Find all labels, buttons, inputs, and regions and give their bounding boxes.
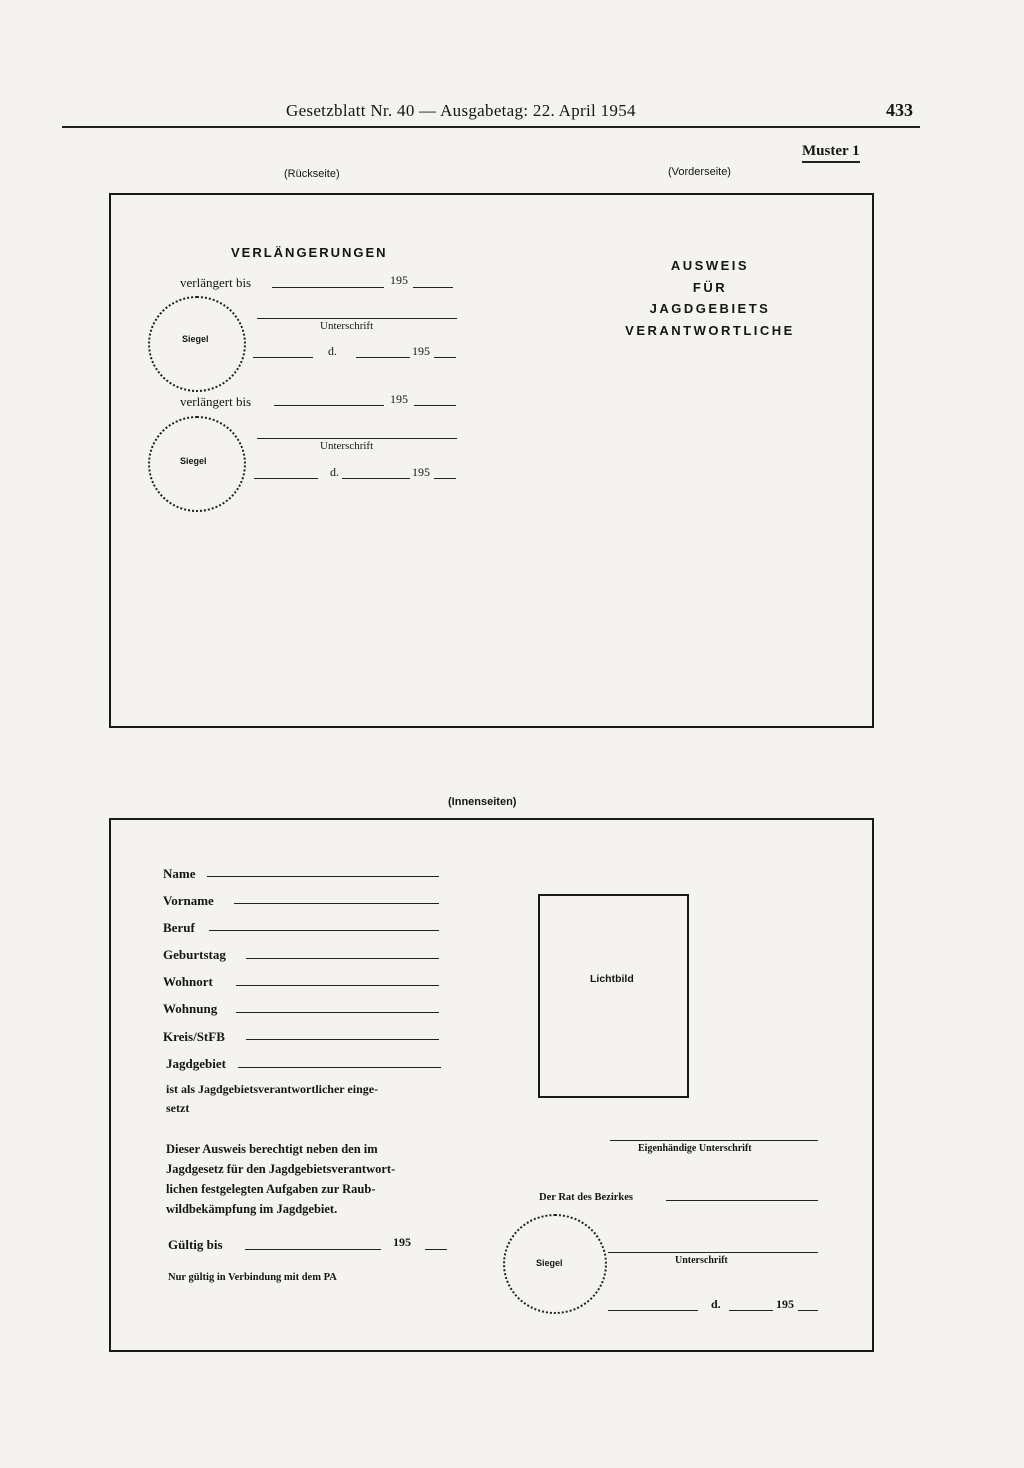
photo-box (538, 894, 689, 1098)
date-year-label: 195 (412, 465, 430, 479)
own-signature-line[interactable] (610, 1140, 818, 1141)
extended-until-line[interactable] (274, 405, 384, 406)
signature-line[interactable] (608, 1252, 818, 1253)
signature-label: Unterschrift (675, 1255, 728, 1266)
place-line[interactable] (608, 1310, 698, 1311)
field-label-name: Name (163, 866, 196, 881)
date-line[interactable] (356, 357, 410, 358)
field-line-wohnort[interactable] (236, 985, 439, 986)
appointment-text-line2: setzt (166, 1101, 190, 1115)
date-year-label: 195 (412, 344, 430, 358)
extended-year-line[interactable] (414, 405, 456, 406)
pa-validity-note: Nur gültig in Verbindung mit dem PA (168, 1272, 337, 1283)
appointment-text-line1: ist als Jagdgebietsverantwortlicher einge- (166, 1082, 379, 1096)
extended-year-prefix: 195 (390, 273, 408, 287)
seal-label: Siegel (180, 456, 207, 466)
field-label-wohnort: Wohnort (163, 974, 213, 989)
date-year-line[interactable] (434, 357, 456, 358)
extended-until-line[interactable] (272, 287, 384, 288)
header-rule (62, 126, 920, 128)
running-title: Gesetzblatt Nr. 40 — Ausgabetag: 22. April 1954 (286, 101, 636, 120)
council-label: Der Rat des Bezirkes (539, 1192, 633, 1203)
photo-label: Lichtbild (590, 973, 634, 985)
valid-until-label: Gültig bis (168, 1237, 223, 1252)
field-label-kreis: Kreis/StFB (163, 1029, 225, 1044)
field-line-kreis[interactable] (246, 1039, 439, 1040)
date-d-label: d. (330, 465, 339, 479)
extended-year-prefix: 195 (390, 392, 408, 406)
own-signature-label: Eigenhändige Unterschrift (638, 1143, 752, 1154)
valid-until-line[interactable] (245, 1249, 381, 1250)
seal-circle (148, 296, 246, 392)
signature-line[interactable] (257, 438, 457, 439)
date-year-line[interactable] (798, 1310, 818, 1311)
front-title-line: AUSWEIS (670, 258, 750, 273)
authorization-paragraph (166, 1139, 448, 1219)
date-year-line[interactable] (434, 478, 456, 479)
date-d-label: d. (328, 344, 337, 358)
valid-year-line[interactable] (425, 1249, 447, 1250)
authorization-line: lichen festgelegten Aufgaben zur Raub- (166, 1182, 376, 1196)
extended-until-label: verlängert bis (180, 275, 252, 290)
field-label-jagdgebiet: Jagdgebiet (166, 1056, 226, 1071)
front-side-label: (Vorderseite) (668, 166, 731, 178)
valid-year-label: 195 (393, 1235, 411, 1249)
field-line-wohnung[interactable] (236, 1012, 439, 1013)
date-line[interactable] (729, 1310, 773, 1311)
field-line-jagdgebiet[interactable] (238, 1067, 441, 1068)
council-line[interactable] (666, 1200, 818, 1201)
field-label-wohnung: Wohnung (163, 1001, 218, 1016)
place-line[interactable] (254, 478, 318, 479)
signature-label: Unterschrift (320, 320, 374, 332)
muster-label: Muster 1 (802, 143, 860, 163)
field-label-geburtstag: Geburtstag (163, 947, 226, 962)
place-line[interactable] (253, 357, 313, 358)
date-d-label: d. (711, 1297, 721, 1311)
date-year-label: 195 (776, 1297, 794, 1311)
authorization-line: Jagdgesetz für den Jagdgebietsverantwort- (166, 1162, 396, 1176)
extensions-title: VERLÄNGERUNGEN (231, 245, 388, 260)
seal-label: Siegel (182, 334, 209, 344)
field-label-vorname: Vorname (163, 893, 214, 908)
front-title (600, 255, 820, 341)
field-line-beruf[interactable] (209, 930, 439, 931)
field-line-geburtstag[interactable] (246, 958, 439, 959)
signature-label: Unterschrift (320, 440, 374, 452)
extended-year-line[interactable] (413, 287, 453, 288)
date-line[interactable] (342, 478, 410, 479)
field-line-name[interactable] (207, 876, 439, 877)
front-title-line: FÜR (692, 279, 728, 295)
field-label-beruf: Beruf (163, 920, 195, 935)
authorization-line: wildbekämpfung im Jagdgebiet. (166, 1202, 338, 1216)
extended-until-label: verlängert bis (180, 394, 252, 409)
signature-line[interactable] (257, 318, 457, 319)
front-title-line: JAGDGEBIETS (649, 301, 771, 316)
page-number: 433 (886, 100, 913, 120)
seal-label: Siegel (536, 1258, 563, 1268)
authorization-line: Dieser Ausweis berechtigt neben den im (166, 1142, 378, 1156)
back-side-label: (Rückseite) (284, 168, 340, 180)
front-title-line: VERANTWORTLICHE (625, 322, 795, 338)
field-line-vorname[interactable] (234, 903, 439, 904)
inner-pages-label: (Innenseiten) (448, 796, 517, 808)
